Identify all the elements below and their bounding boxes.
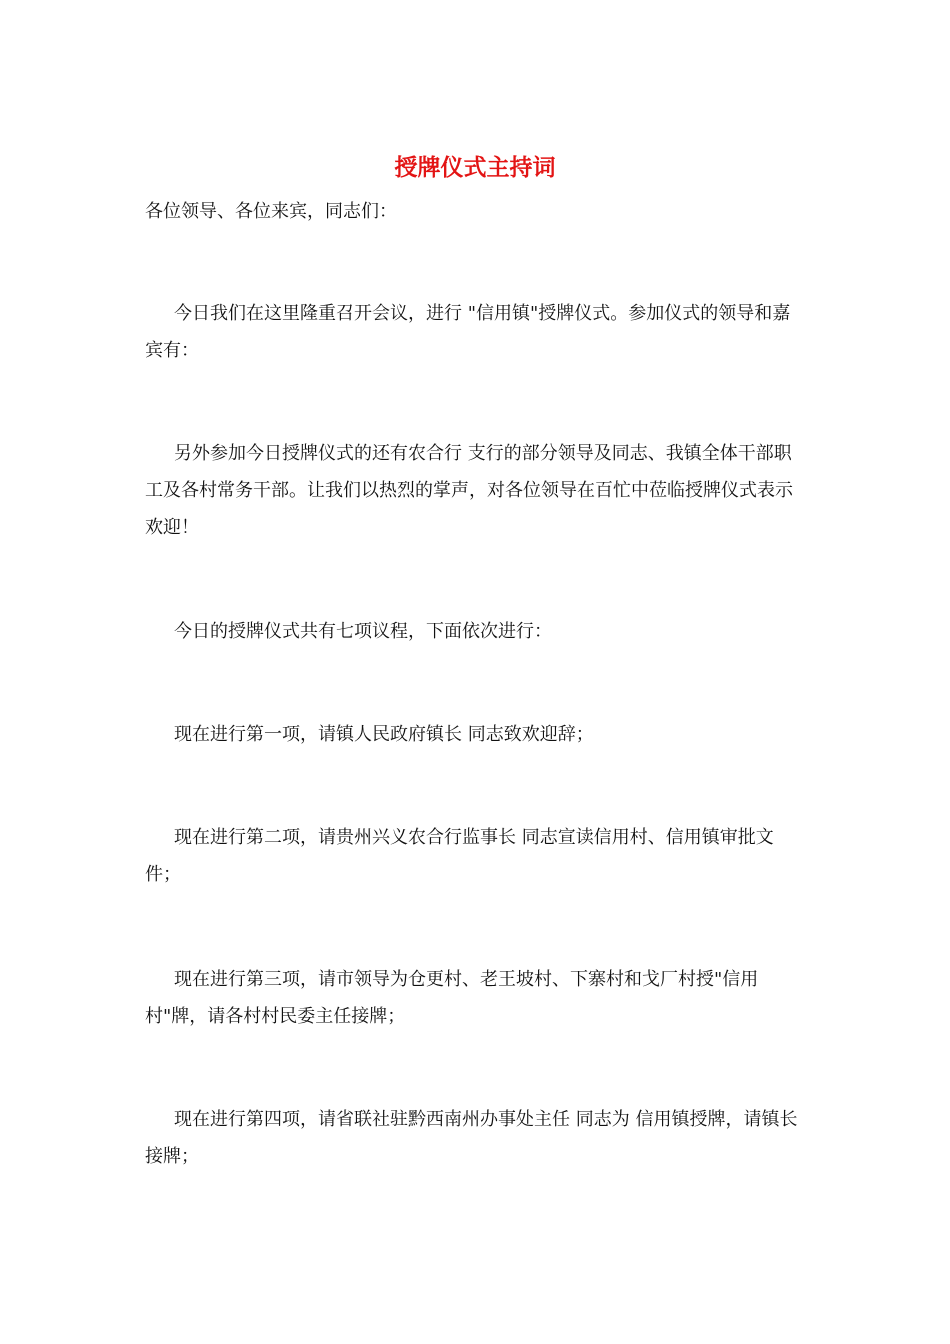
body-paragraph: 今日我们在这里隆重召开会议，进行 "信用镇"授牌仪式。参加仪式的领导和嘉宾有： <box>145 303 791 361</box>
agenda-item-1: 现在进行第一项，请镇人民政府镇长 同志致欢迎辞； <box>174 724 594 745</box>
document-title: 授牌仪式主持词 <box>394 155 556 181</box>
body-paragraph: 今日的授牌仪式共有七项议程，下面依次进行： <box>174 621 552 642</box>
agenda-item-4: 现在进行第四项，请省联社驻黔西南州办事处主任 同志为 信用镇授牌，请镇长 接牌； <box>145 1109 798 1167</box>
agenda-item-2: 现在进行第二项，请贵州兴义农合行监事长 同志宣读信用村、信用镇审批文件； <box>145 827 774 885</box>
agenda-item-3: 现在进行第三项，请市领导为仓更村、老王坡村、下寨村和戈厂村授"信用村"牌，请各村村民委主任接牌； <box>145 969 759 1027</box>
body-paragraph: 另外参加今日授牌仪式的还有农合行 支行的部分领导及同志、我镇全体干部职工及各村常务干部。让我们以热烈的掌声，对各位领导在百忙中莅临授牌仪式表示欢迎！ <box>145 443 793 538</box>
greeting-paragraph: 各位领导、各位来宾，同志们： <box>145 201 397 222</box>
